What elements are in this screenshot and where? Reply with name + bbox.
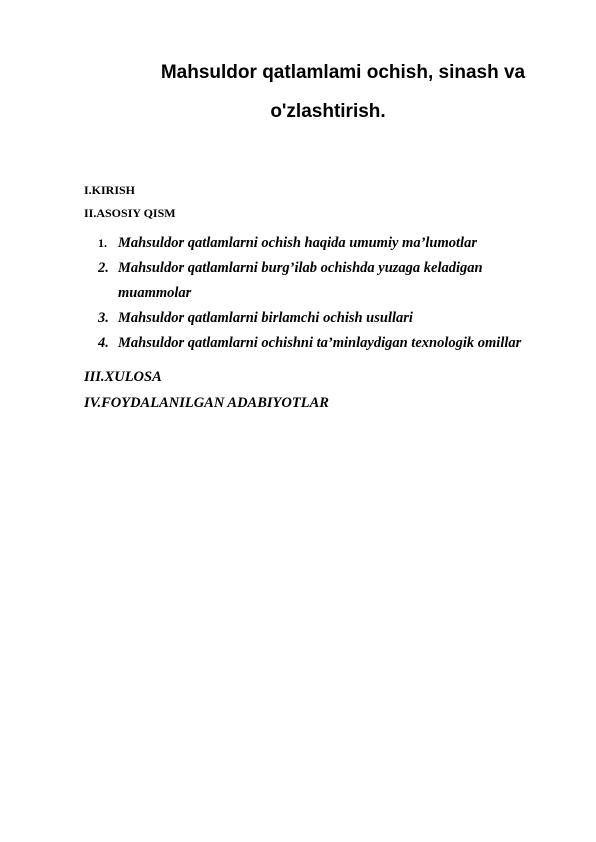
toc-main-section: II.ASOSIY QISM	[84, 206, 176, 220]
toc-item	[98, 306, 578, 331]
toc-item-text: Mahsuldor qatlamlarni ochish haqida umumiy ma’lumotlar	[118, 235, 477, 251]
toc-intro: I.KIRISH	[84, 183, 136, 197]
toc-conclusion: III.XULOSA	[84, 369, 162, 385]
toc-item-text: Mahsuldor qatlamlarni ochishni ta’minlaydigan texnologik omillar	[118, 335, 522, 351]
toc-item	[98, 331, 578, 356]
document-title-line-2: o'zlashtirish.	[270, 101, 386, 122]
toc-item-number: 1.	[98, 236, 107, 250]
toc-item-number: 4.	[98, 335, 109, 351]
document-title-line-1: Mahsuldor qatlamlami ochish, sinash va	[160, 62, 526, 83]
toc-item-text: Mahsuldor qatlamlarni burg’ilab ochishda yuzaga keladigan muammolar	[118, 260, 483, 301]
toc-item-text: Mahsuldor qatlamlarni birlamchi ochish usullari	[118, 310, 413, 326]
toc-item-number: 3.	[98, 310, 109, 326]
toc-item	[98, 231, 578, 256]
toc-references: IV.FOYDALANILGAN ADABIYOTLAR	[84, 395, 329, 411]
toc-item	[98, 256, 578, 306]
toc-item-number: 2.	[98, 260, 109, 276]
toc-item-list	[98, 231, 578, 356]
